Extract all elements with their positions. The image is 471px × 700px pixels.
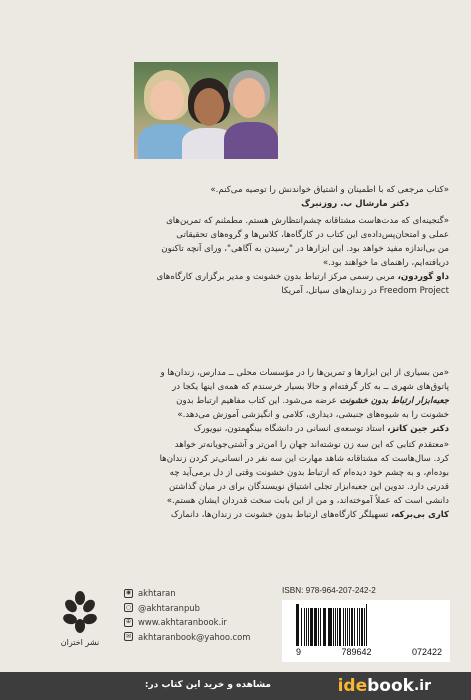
quote-text: «کتاب مرجعی که با اطمینان و اشتیاق خواندنش را توصیه می‌کنم.» xyxy=(210,185,449,195)
quote-line: قدرتی دارد. تدوین این جعبه‌ابزار تجلی اشتیاق نویسندگان برای در میان گذاشتن xyxy=(168,482,449,492)
contact-text: akhtaran xyxy=(138,588,176,599)
quote-author-desc-2: Freedom Project در زندان‌های سیاتل، آمریکا xyxy=(281,286,449,296)
quote-author-desc: مربی رسمی مرکز ارتباط بدون خشونت و مدیر برگزاری کارگاه‌های xyxy=(156,272,395,282)
email-icon: ✉ xyxy=(125,632,132,640)
quote-line: دریافته‌ایم، راهنمای ما خواهند بود.» xyxy=(322,258,449,268)
quote-katz xyxy=(19,366,449,436)
authors-photo xyxy=(134,62,278,159)
barcode-digit-lead: 9 xyxy=(296,647,302,657)
book-title-phrase: جعبه‌ابزار ارتباط بدون خشونت xyxy=(339,396,449,406)
contact-text: akhtaranbook@yahoo.com xyxy=(138,631,251,642)
idebook-logo[interactable] xyxy=(338,676,431,696)
quote-line: خشونت را به شیوه‌های جنبشی، دیداری، کلامی و انگیزشی آموزش می‌دهد.» xyxy=(177,410,449,420)
quote-attribution xyxy=(19,422,449,436)
quote-line: «معتقدم کتابی که این سه زن نوشته‌اند جهان را امن‌تر و آشتی‌جویانه‌تر خواهد xyxy=(174,440,449,450)
publisher-logo xyxy=(58,590,102,656)
quote-line-book-title xyxy=(19,394,449,408)
quote-author: داو گوردون، xyxy=(397,272,449,282)
quote-line: «گنجینه‌ای که مدت‌هاست مشتاقانه چشم‌انتظارش هستم. مطمئنم که تمرین‌های xyxy=(166,216,449,226)
web-icon: ◉ xyxy=(125,589,132,597)
contact-web[interactable] xyxy=(124,586,250,601)
globe-icon: ⊕ xyxy=(125,618,132,626)
quote-line: کرد. سال‌هاست که مشتاقانه شاهد مهارت این سه نفر در انسانی‌تر کردن زندان‌ها xyxy=(159,454,449,464)
quote-line: دانشی است که عملاً آموخته‌اند، و من از این بابت سخت قدردان ایشان هستم.» xyxy=(166,496,449,506)
quote-line: من بی‌اندازه مفید خواهد بود. این ابزارها در "رسیدن به آگاهی"، ورای آنچه تاکنون xyxy=(161,244,449,254)
instagram-icon: ○ xyxy=(125,603,132,611)
barcode-digit-group-1: 789642 xyxy=(341,647,372,657)
logo-book: book xyxy=(367,676,414,696)
contact-website[interactable] xyxy=(124,615,250,630)
contact-text: www.akhtaranbook.ir xyxy=(138,617,227,628)
store-banner[interactable] xyxy=(0,672,471,700)
logo-ide: ide xyxy=(337,676,368,696)
contact-email[interactable] xyxy=(124,630,250,645)
quote-line: پاتوق‌های شهری ــ به کار گرفته‌ام و حالا بسیار خرسندم که همه‌ی اینها یکجا در xyxy=(172,382,449,392)
quote-author: کاری بی‌برکه، xyxy=(390,510,449,520)
barcode-bar xyxy=(367,604,368,646)
barcode-bars xyxy=(296,604,442,646)
barcode-digits xyxy=(296,647,442,657)
banner-text: مشاهده و خرید این کتاب در: xyxy=(144,680,271,690)
barcode-digit-group-2: 072422 xyxy=(411,647,442,657)
quote-bierke xyxy=(19,438,449,522)
quote-rosenberg xyxy=(19,183,449,211)
logo-ir: .ir xyxy=(413,678,431,694)
quote-author: دکتر جین کاتز، xyxy=(387,424,449,434)
quote-line: «من بسیاری از این ابزارها و تمرین‌ها را در مؤسسات محلی ــ مدارس، زندان‌ها و xyxy=(160,368,449,378)
barcode xyxy=(282,600,450,662)
quote-attribution xyxy=(19,270,449,284)
quote-author-desc: تسهیلگر کارگاه‌های ارتباط بدون خشونت در زندان‌ها، دانمارک xyxy=(170,510,389,520)
quote-gordon xyxy=(19,214,449,298)
quote-line: عملی و امتحان‌پس‌داده‌ی این کتاب در کارگاه‌ها، کلاس‌ها و گروه‌های تحقیقاتی xyxy=(176,230,449,240)
quote-attribution xyxy=(19,508,449,522)
quote-author-desc: استاد توسعه‌ی انسانی در دانشگاه بینگهمتون، نیویورک xyxy=(193,424,385,434)
publisher-emblem-icon xyxy=(63,590,97,636)
quote-line-rest: عرضه می‌شود. این کتاب مفاهیم ارتباط بدون xyxy=(176,396,340,406)
contact-instagram[interactable] xyxy=(124,601,250,616)
contact-text: @akhtaranpub xyxy=(138,602,200,613)
quote-author: دکتر مارشال ب. روزنبرگ xyxy=(301,199,409,209)
publisher-name: نشر اختران xyxy=(60,638,100,647)
isbn-label: ISBN: 978-964-207-242-2 xyxy=(282,586,376,595)
contact-list xyxy=(124,586,250,644)
quote-line: بوده‌ام، و به چشم خود دیده‌ام که ارتباط بدون خشونت وقتی از دل برمی‌آید چه xyxy=(169,468,449,478)
